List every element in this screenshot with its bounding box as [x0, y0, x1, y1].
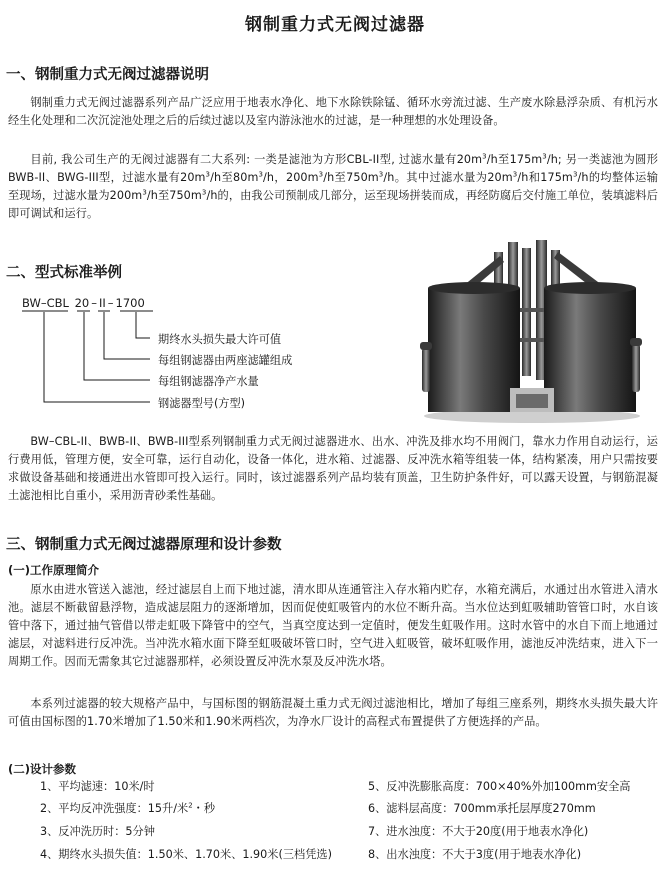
- section2-paragraph: BW–CBL-II、BWB-II、BWB-III型系列钢制重力式无阀过滤器进水、出水、冲洗及排水均不用阀门，靠水力作用自动运行，运行费用低，管理方便，安全可靠，运行自动化，设备一体化，进水箱、过滤器、反冲洗水箱等组装一体，结构紧凑，用户只需按要求做设备基础和接通进出水管即可投入运行。同时，该过滤器系列产品均装有顶盖，卫生防护条件好，可以露天设置，与钢筋混凝土滤池相比自重小，采用沥青砂柔性基础。: [8, 435, 658, 502]
- param-item: 6、滤料层高度：700mm承托层厚度270mm: [368, 802, 596, 815]
- param-item: 1、平均滤速：10米/时: [40, 780, 155, 793]
- subsection-design-params: (二)设计参数: [8, 762, 77, 776]
- param-item: 2、平均反冲洗强度：15升/米$^2$・秒: [40, 801, 216, 815]
- page-title: 钢制重力式无阀过滤器: [245, 15, 425, 35]
- working-principle-paragraph: 原水由进水管送入滤池，经过滤层自上而下地过滤，清水即从连通管注入存水箱内贮存，水箱充满后，水通过出水管进入清水池。滤层不断截留悬浮物，造成滤层阻力的逐渐增加，因而促使虹吸管内的水位不断升高。当水位达到虹吸辅助管管口时，水自该管中落下，通过抽气管借以带走虹吸下降管中的空气，当真空度达到一定值时，便发生虹吸作用。这时水管中的水自下而上地通过滤层，对滤料进行反冲洗。当冲洗水箱水面下降至虹吸破坏管口时，空气进入虹吸管，破坏虹吸作用，滤池反冲洗结束，进入下一周期工作。因而无需象其它过滤器那样，必须设置反冲洗水泵及反冲洗水塔。: [8, 583, 658, 668]
- model-series: II: [98, 296, 106, 310]
- filter-product-image: [418, 238, 646, 424]
- model-prefix: BW–CBL: [22, 296, 69, 310]
- param-item: 5、反冲洗膨胀高度：700×40%外加100mm安全高: [368, 780, 631, 793]
- model-dash-2: –: [107, 296, 114, 310]
- legend-item-net-output: 每组钢滤器净产水量: [158, 375, 259, 388]
- section1-paragraph-2: 目前, 我公司生产的无阀过滤器有二大系列: 一类是滤池为方形CBL-II型, 过滤水量有$20m^3/h$至$175m^3/h$; 另一类滤池为圆形BWB-II、BWG-III型，过滤水量有$20m^3/h$至$80m^3/h$，$200m^3/h$至$750m^3/h$。其中过滤水量为$20m^3/h$和$175m^3/h$的均整体运输至现场，过滤水量为$200m^3/h$至$750m^3/h$的，由我公司预制成几部分，运至现场拼装而成，再经防腐后交付施工单位，装填滤料后即可调试和运行。: [8, 152, 659, 220]
- section1-paragraph-1: 钢制重力式无阀过滤器系列产品广泛应用于地表水净化、地下水除铁除锰、循环水旁流过滤、生产废水除悬浮杂质、有机污水经生化处理和二次沉淀池处理之后的后续过滤以及室内游泳池水的过滤，是一种理想的水处理设备。: [8, 96, 658, 127]
- model-dash-1: –: [91, 296, 97, 310]
- model-loss: 1700: [115, 296, 145, 310]
- legend-item-model-type: 钢滤器型号(方型): [158, 397, 246, 410]
- section1-heading: 一、钢制重力式无阀过滤器说明: [6, 67, 209, 83]
- param-item: 4、期终水头损失值：1.50米、1.70米、1.90米(三档凭选): [40, 848, 332, 861]
- model-flow: 20: [74, 296, 90, 310]
- product-range-paragraph: 本系列过滤器的较大规格产品中，与国标图的钢筋混凝土重力式无阀过滤池相比，增加了每组三座系列，期终水头损失最大许可值由国标图的1.70米增加了1.50米和1.90米两档次，为净水厂设计的高程式布置提供了方便选择的产品。: [8, 697, 658, 728]
- param-item: 8、出水浊度：不大于3度(用于地表水净化): [368, 848, 582, 861]
- section3-heading: 三、钢制重力式无阀过滤器原理和设计参数: [6, 537, 282, 553]
- legend-item-head-loss: 期终水头损失最大许可值: [158, 333, 282, 346]
- subsection-working-principle: (一)工作原理简介: [8, 563, 100, 577]
- section2-heading: 二、型式标准举例: [6, 265, 122, 281]
- param-item: 3、反冲洗历时：5分钟: [40, 825, 155, 838]
- param-item: 7、进水浊度：不大于20度(用于地表水净化): [368, 825, 589, 838]
- legend-item-tank-count: 每组钢滤器由两座滤罐组成: [158, 354, 293, 367]
